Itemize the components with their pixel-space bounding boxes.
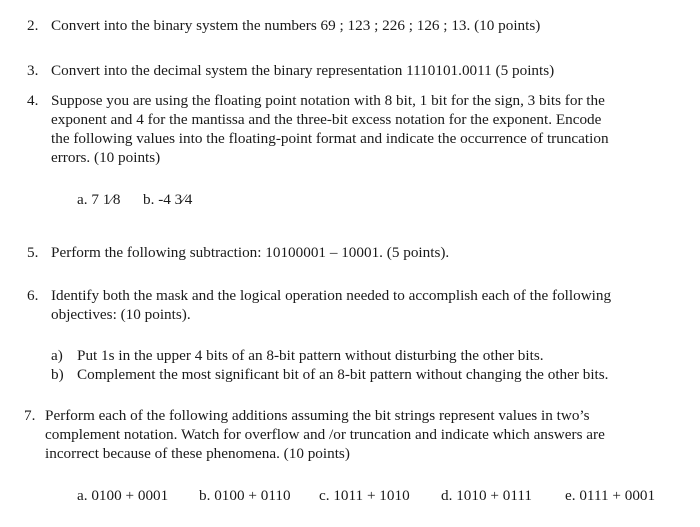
q7-part-d: d. 1010 + 0111 [441, 487, 532, 504]
question-text [51, 286, 682, 324]
q4-part-b: b. -4 3⁄4 [143, 191, 193, 208]
question-line: exponent and 4 for the mantissa and the three-bit excess notation for the exponent. Encode [51, 111, 602, 128]
question-number: 2. [27, 17, 39, 34]
item-text: Put 1s in the upper 4 bits of an 8-bit pattern without disturbing the other bits. [77, 347, 544, 364]
question-text [51, 91, 682, 167]
question-line: objectives: (10 points). [51, 306, 191, 323]
question-text: Convert into the decimal system the binary representation 1110101.0011 (5 points) [51, 62, 555, 79]
q6-item-b [51, 365, 608, 384]
q6-item-a [51, 346, 544, 365]
q7-part-c: c. 1011 + 1010 [319, 487, 410, 504]
question-line: Suppose you are using the floating point notation with 8 bit, 1 bit for the sign, 3 bits for the [51, 92, 605, 109]
item-label: b) [51, 366, 64, 383]
question-line: Identify both the mask and the logical operation needed to accomplish each of the following [51, 287, 612, 304]
question-number: 5. [27, 244, 39, 261]
q4-part-a: a. 7 1⁄8 [77, 191, 121, 208]
question-number: 3. [27, 62, 39, 79]
question-text: Perform the following subtraction: 10100001 – 10001. (5 points). [51, 244, 450, 261]
q7-part-a: a. 0100 + 0001 [77, 487, 169, 504]
question-line: errors. (10 points) [51, 149, 161, 166]
question-line: the following values into the floating-point format and indicate the occurrence of truncation [51, 130, 609, 147]
question-number: 6. [27, 287, 39, 304]
question-number: 7. [24, 407, 36, 424]
question-text: Convert into the binary system the numbers 69 ; 123 ; 226 ; 126 ; 13. (10 points) [51, 17, 541, 34]
question-number: 4. [27, 92, 39, 109]
q7-part-e: e. 0111 + 0001 [565, 487, 656, 504]
q7-part-b: b. 0100 + 0110 [199, 487, 291, 504]
question-text [45, 406, 684, 463]
question-line: complement notation. Watch for overflow and /or truncation and indicate which answers are [45, 426, 605, 443]
item-text: Complement the most significant bit of an 8-bit pattern without changing the other bits. [77, 366, 609, 383]
question-line: Perform each of the following additions assuming the bit strings represent values in two’s [45, 407, 590, 424]
question-line: incorrect because of these phenomena. (10 points) [45, 445, 350, 462]
item-label: a) [51, 347, 63, 364]
